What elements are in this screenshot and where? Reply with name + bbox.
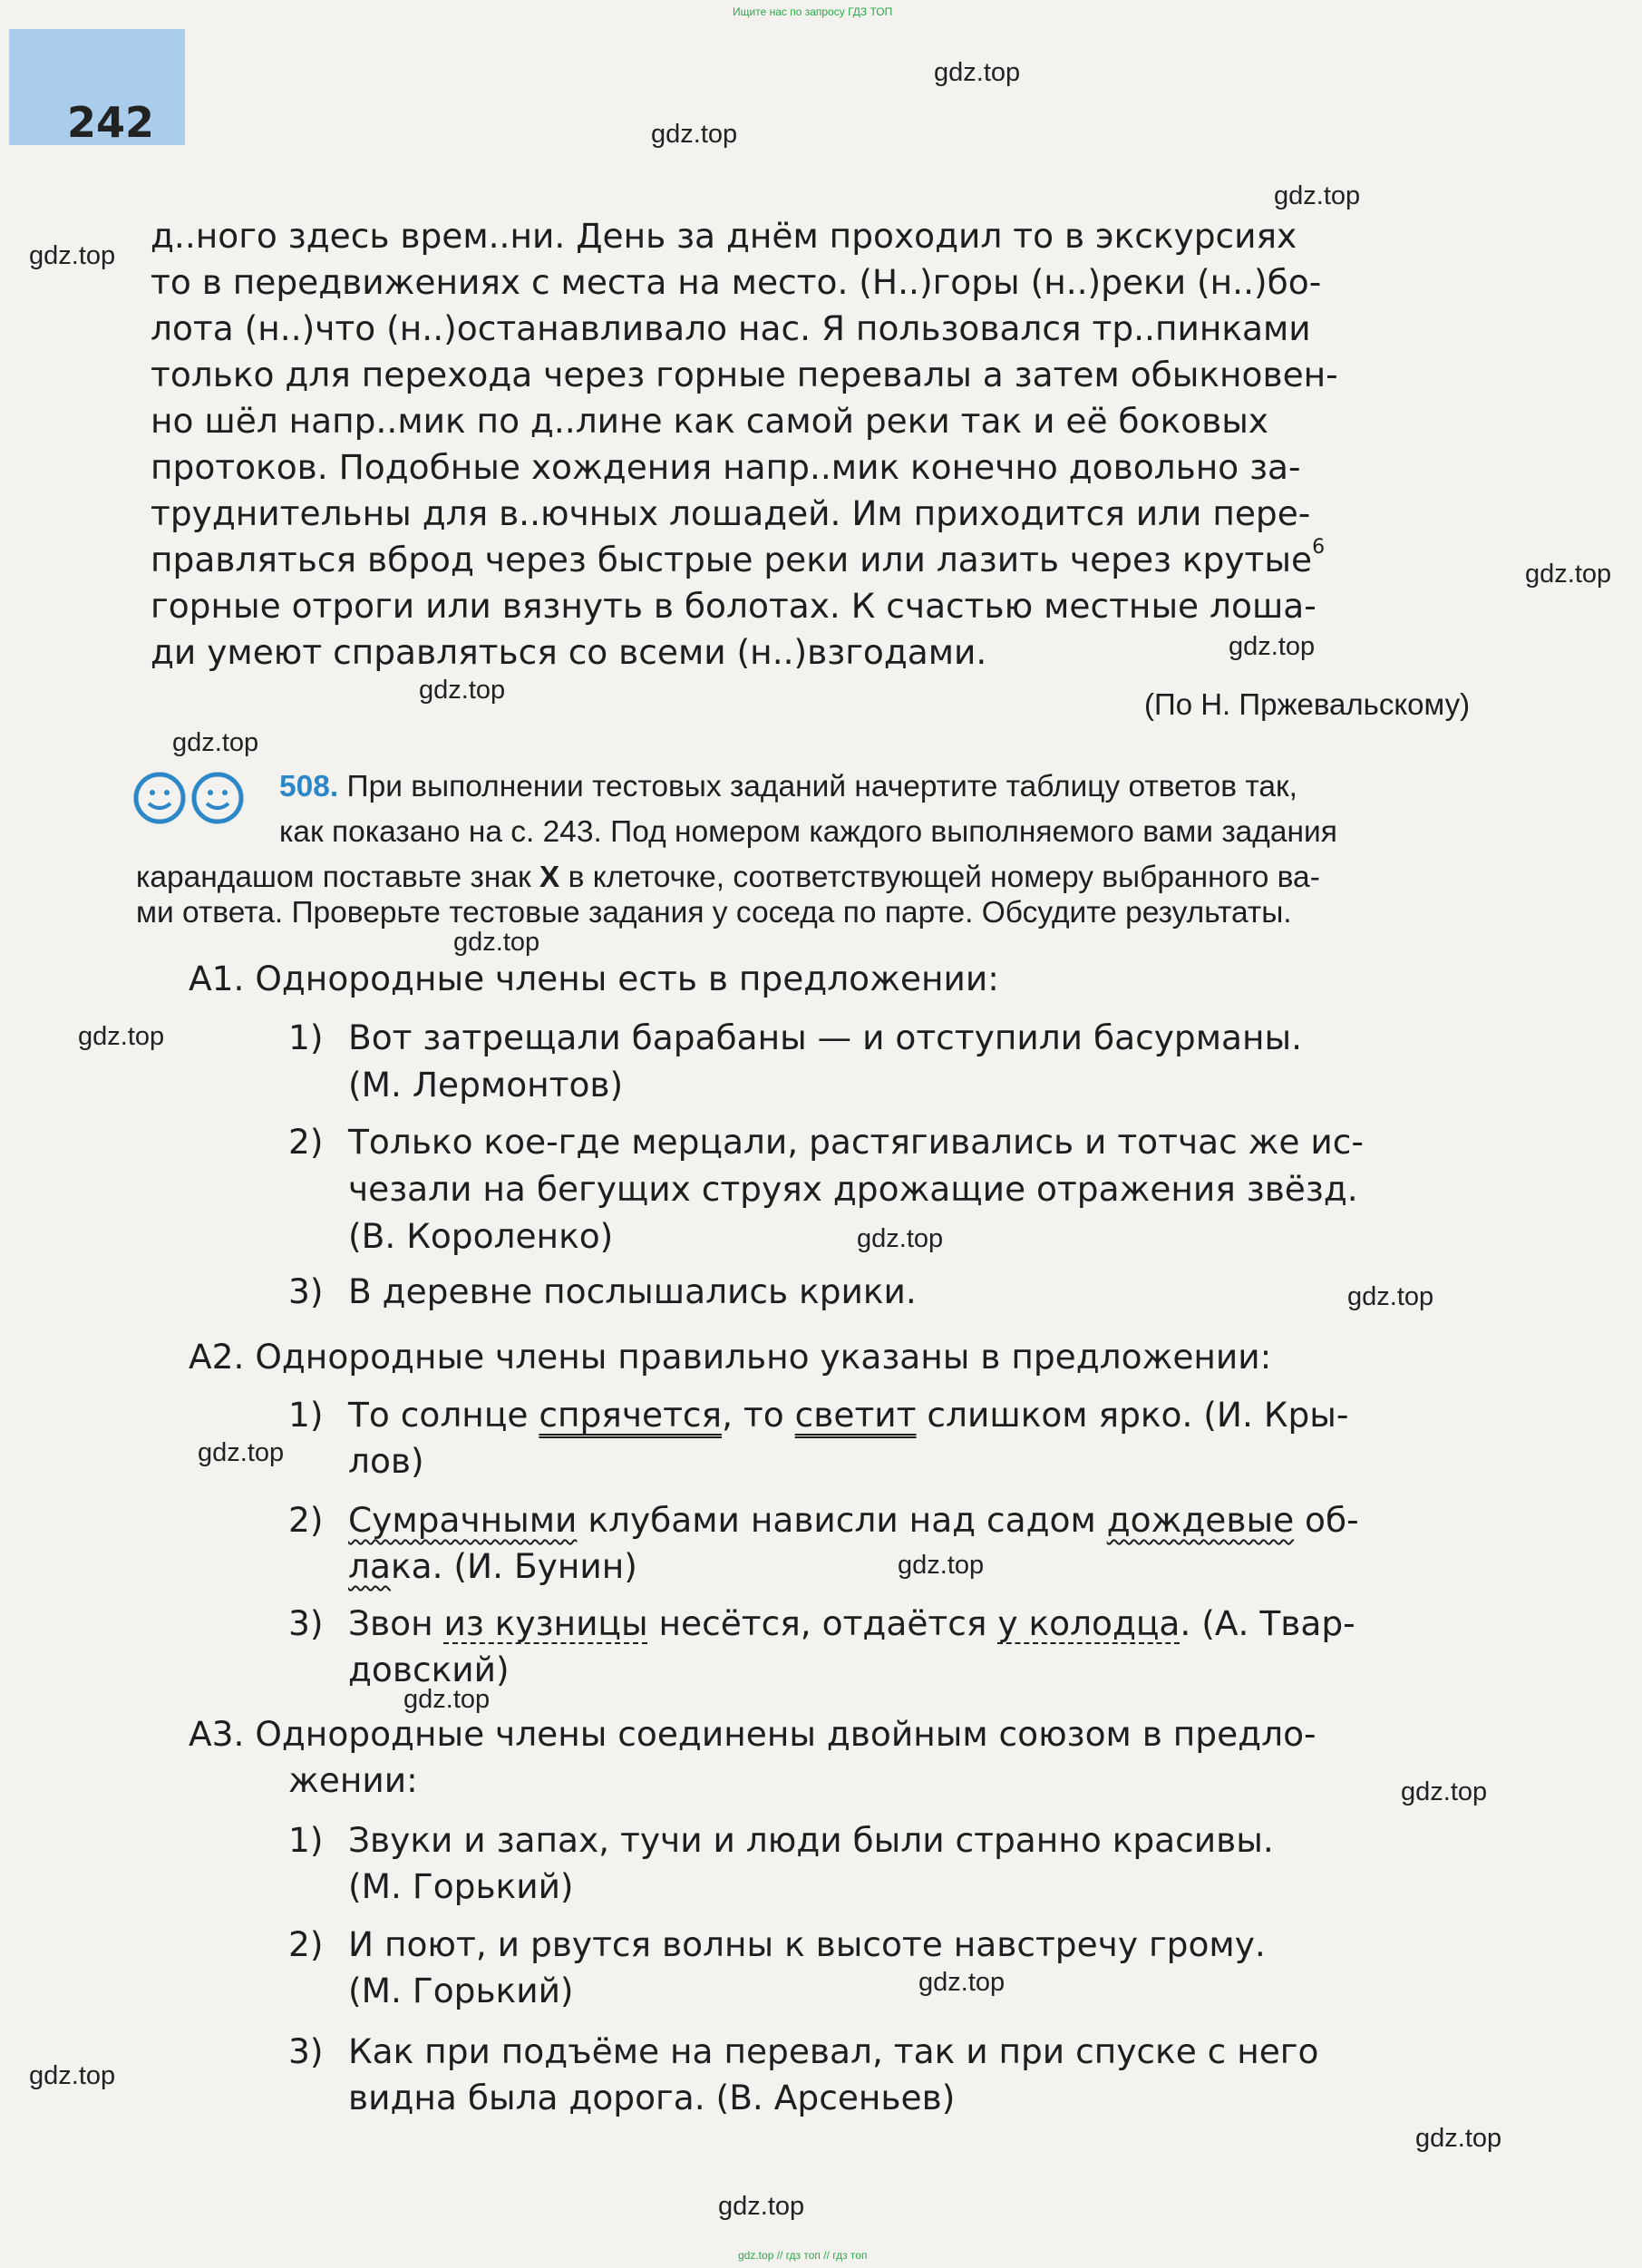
option-text: (В. Короленко) — [348, 1216, 614, 1256]
watermark: gdz.top — [78, 1022, 165, 1051]
watermark: gdz.top — [718, 2192, 805, 2221]
option-number: 3) — [288, 2031, 324, 2071]
pair-work-icon — [132, 769, 247, 827]
passage-line: протоков. Подобные хождения напр..мик конечно довольно за- — [151, 447, 1301, 487]
exercise-text: При выполнении тестовых заданий начертите таблицу ответов так, — [346, 770, 1297, 803]
option-text: (М. Лермонтов) — [348, 1065, 624, 1105]
exercise-number: 508. — [279, 770, 339, 803]
passage-line: но шёл напр..мик по д..лине как самой реки так и её боковых — [151, 401, 1268, 441]
option-text: В деревне послышались крики. — [348, 1271, 917, 1311]
top-note: Ищите нас по запросу ГДЗ ТОП — [733, 5, 893, 18]
attribution: (По Н. Пржевальскому) — [1144, 687, 1471, 721]
option-text: Сумрачными клубами нависли над садом дождевые об- — [348, 1500, 1359, 1540]
option-text: лов) — [348, 1441, 424, 1481]
watermark: gdz.top — [934, 58, 1021, 87]
task-a2-question — [189, 1333, 1271, 1380]
task-label: А3. — [189, 1714, 245, 1754]
watermark: gdz.top — [453, 928, 540, 957]
task-a1-question — [189, 955, 999, 1002]
x-mark: X — [539, 861, 560, 894]
option-number: 1) — [288, 1017, 324, 1057]
option-text: Звуки и запах, тучи и люди были странно красивы. — [348, 1820, 1274, 1860]
option-number: 3) — [288, 1271, 324, 1311]
task-question: Однородные члены правильно указаны в предложении: — [255, 1337, 1272, 1377]
passage-line: лота (н..)что (н..)останавливало нас. Я пользовался тр..пинками — [151, 308, 1311, 348]
option-text: (М. Горький) — [348, 1866, 574, 1906]
watermark: gdz.top — [172, 728, 259, 757]
dashed-underlined-phrase: у колодца — [997, 1603, 1180, 1643]
exercise-text: в клеточке, соответствующей номеру выбранного ва- — [559, 861, 1320, 894]
task-label: А2. — [189, 1337, 245, 1377]
task-question: жении: — [288, 1760, 418, 1800]
option-number: 3) — [288, 1603, 324, 1643]
underlined-word: спрячется — [539, 1395, 723, 1435]
exercise-line: ми ответа. Проверьте тестовые задания у соседа по парте. Обсудите результаты. — [136, 896, 1292, 930]
option-number: 1) — [288, 1820, 324, 1860]
option-text: лака. (И. Бунин) — [348, 1546, 637, 1586]
passage-line: д..ного здесь врем..ни. День за днём проходил то в экскурсиях — [151, 216, 1297, 256]
passage-line: правляться вброд через быстрые реки или лазить через крутые — [151, 540, 1313, 579]
task-label: А1. — [189, 959, 245, 998]
wavy-underlined-word: дождевые — [1106, 1500, 1295, 1540]
passage-line: труднительны для в..ючных лошадей. Им приходится или пере- — [151, 493, 1311, 533]
option-text: видна была дорога. (В. Арсеньев) — [348, 2078, 956, 2117]
option-number: 2) — [288, 1924, 324, 1964]
watermark: gdz.top — [198, 1438, 285, 1467]
option-text: Как при подъёме на перевал, так и при спуске с него — [348, 2031, 1319, 2071]
exercise-line: как показано на с. 243. Под номером каждого выполняемого вами задания — [279, 815, 1337, 849]
task-a3-question — [189, 1710, 1317, 1757]
option-number: 1) — [288, 1395, 324, 1435]
passage-line: ди умеют справляться со всеми (н..)взгодами. — [151, 632, 987, 672]
option-text: чезали на бегущих струях дрожащие отражения звёзд. — [348, 1169, 1358, 1209]
watermark: gdz.top — [1401, 1777, 1488, 1806]
option-number: 2) — [288, 1122, 324, 1162]
watermark: gdz.top — [1229, 632, 1316, 661]
passage-line: только для перехода через горные перевалы а затем обыкновен- — [151, 355, 1338, 394]
exercise-text: карандашом поставьте знак — [136, 861, 539, 894]
dashed-underlined-phrase: из кузницы — [443, 1603, 648, 1643]
option-number: 2) — [288, 1500, 324, 1540]
task-question: Однородные члены соединены двойным союзом в предло- — [255, 1714, 1317, 1754]
option-text: Звон из кузницы несётся, отдаётся у колодца. (А. Твар- — [348, 1603, 1355, 1643]
passage-line: то в передвижениях с места на место. (Н..)горы (н..)реки (н..)бо- — [151, 262, 1322, 302]
option-text: Вот затрещали барабаны — и отступили басурманы. — [348, 1017, 1303, 1057]
watermark: gdz.top — [1347, 1282, 1434, 1311]
watermark: gdz.top — [403, 1685, 491, 1714]
task-question: Однородные члены есть в предложении: — [255, 959, 999, 998]
watermark: gdz.top — [898, 1551, 985, 1580]
watermark: gdz.top — [918, 1968, 1006, 1997]
passage-line-with-footnote — [151, 536, 1325, 583]
option-text: И поют, и рвутся волны к высоте навстречу грому. — [348, 1924, 1266, 1964]
watermark: gdz.top — [1274, 181, 1361, 210]
wavy-underlined-word: ла — [348, 1546, 391, 1586]
option-text: Только кое-где мерцали, растягивались и тотчас же ис- — [348, 1122, 1364, 1162]
bottom-note: gdz.top // гдз топ // гдз топ — [738, 2249, 868, 2262]
option-text: (М. Горький) — [348, 1971, 574, 2010]
watermark: gdz.top — [29, 2061, 116, 2090]
watermark: gdz.top — [1415, 2124, 1502, 2153]
option-text: То солнце спрячется, то светит слишком ярко. (И. Кры- — [348, 1395, 1349, 1435]
underlined-word: светит — [794, 1395, 917, 1435]
watermark: gdz.top — [1525, 560, 1612, 589]
option-text: довский) — [348, 1650, 510, 1689]
watermark: gdz.top — [29, 241, 116, 270]
watermark: gdz.top — [651, 120, 738, 149]
wavy-underlined-word: Сумрачными — [348, 1500, 578, 1540]
footnote-mark: 6 — [1312, 536, 1326, 559]
passage-line: горные отроги или вязнуть в болотах. К счастью местные лоша- — [151, 586, 1317, 626]
watermark: gdz.top — [857, 1224, 944, 1253]
exercise-line — [279, 765, 1297, 809]
page-number: 242 — [67, 98, 155, 147]
watermark: gdz.top — [419, 676, 506, 705]
